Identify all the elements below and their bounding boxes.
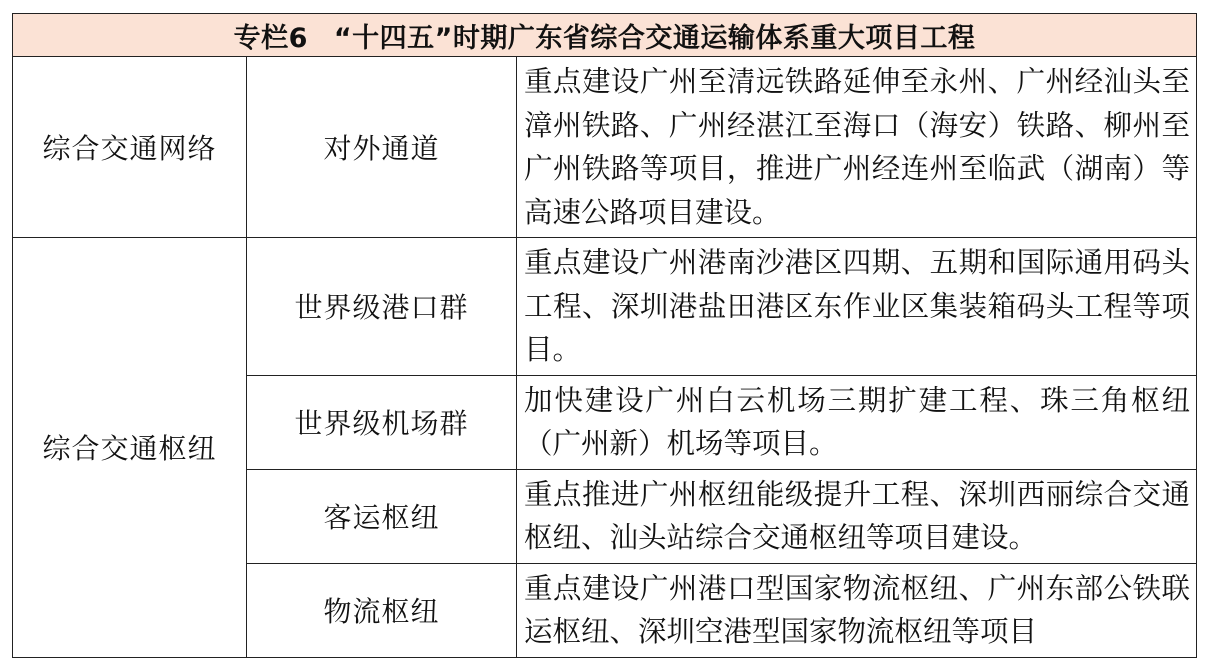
table-title bbox=[13, 14, 1197, 57]
table-title-label: 专栏6 bbox=[233, 22, 308, 54]
major-projects-table bbox=[12, 13, 1197, 658]
table-title-row bbox=[13, 14, 1197, 57]
project-table-container bbox=[12, 13, 1196, 658]
category-cell: 综合交通枢纽 bbox=[13, 238, 247, 658]
table-title-text: “十四五”时期广东省综合交通运输体系重大项目工程 bbox=[333, 22, 976, 54]
description-cell: 加快建设广州白云机场三期扩建工程、珠三角枢纽（广州新）机场等项目。 bbox=[517, 375, 1197, 469]
subcategory-cell: 世界级港口群 bbox=[247, 238, 517, 376]
subcategory-cell: 物流枢纽 bbox=[247, 563, 517, 657]
subcategory-cell: 客运枢纽 bbox=[247, 469, 517, 563]
description-cell: 重点建设广州港口型国家物流枢纽、广州东部公铁联运枢纽、深圳空港型国家物流枢纽等项目 bbox=[517, 563, 1197, 657]
subcategory-cell: 世界级机场群 bbox=[247, 375, 517, 469]
table-row bbox=[13, 238, 1197, 376]
description-cell: 重点建设广州港南沙港区四期、五期和国际通用码头工程、深圳港盐田港区东作业区集装箱码头工程等项目。 bbox=[517, 238, 1197, 376]
category-cell: 综合交通网络 bbox=[13, 57, 247, 238]
table-row bbox=[13, 57, 1197, 238]
description-cell: 重点建设广州至清远铁路延伸至永州、广州经汕头至漳州铁路、广州经湛江至海口（海安）铁路、柳州至广州铁路等项目，推进广州经连州至临武（湖南）等高速公路项目建设。 bbox=[517, 57, 1197, 238]
description-cell: 重点推进广州枢纽能级提升工程、深圳西丽综合交通枢纽、汕头站综合交通枢纽等项目建设。 bbox=[517, 469, 1197, 563]
subcategory-cell: 对外通道 bbox=[247, 57, 517, 238]
